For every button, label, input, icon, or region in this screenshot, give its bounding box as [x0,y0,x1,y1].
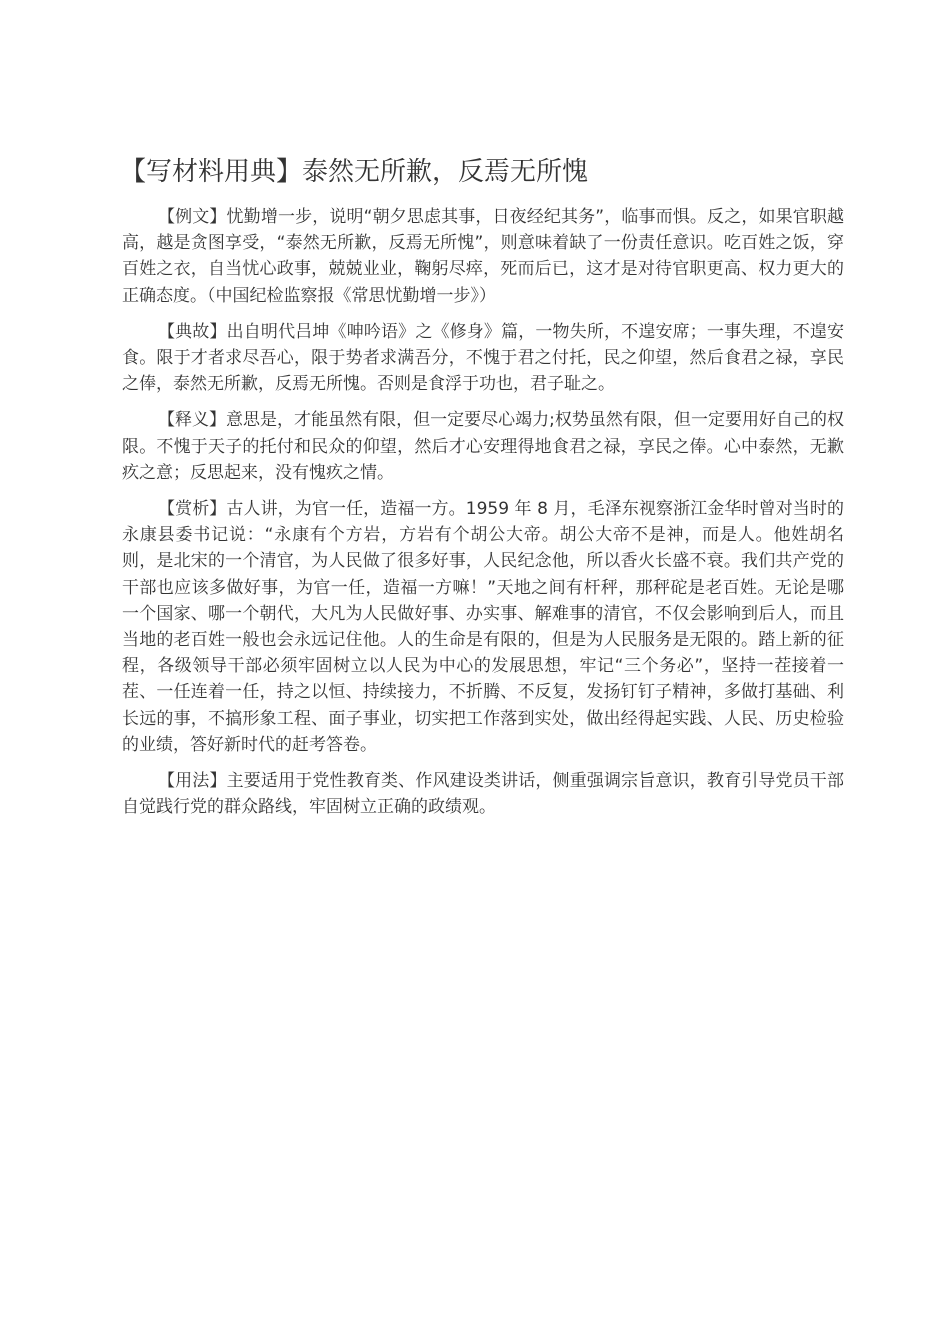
paragraph-label: 【赏析】 [158,499,227,520]
paragraph-label: 【例文】 [158,207,227,227]
paragraph-text: 古人讲，为官一任，造福一方。1959 年 8 月，毛泽东视察浙江金华时曾对当时的永康县委书记说：“永康有个方岩，方岩有个胡公大帝。胡公大帝不是神，而是人。他姓胡名则，是北宋的一个清官，为人民做了很多好事，人民纪念他，所以香火长盛不衰。我们共产党的干部也应该多做好事，为官一任，造福一方嘛！”天地之间有杆秤，那秤砣是老百姓。无论是哪一个国家、哪一个朝代，大凡为人民做好事、办实事、解难事的清官，不仅会影响到后人，而且当地的老百姓一般也会永远记住他。人的生命是有限的，但是为人民服务是无限的。踏上新的征程，各级领导干部必须牢固树立以人民为中心的发展思想，牢记“三个务必”，坚持一茬接着一茬、一任连着一任，持之以恒、持续接力，不折腾、不反复，发扬钉钉子精神，多做打基础、利长远的事，不搞形象工程、面子事业，切实把工作落到实处，做出经得起实践、人民、历史检验的业绩，答好新时代的赶考答卷。 [122,499,844,755]
paragraph-text: 意思是，才能虽然有限，但一定要尽心竭力;权势虽然有限，但一定要用好自己的权限。不愧于天子的托付和民众的仰望，然后才心安理得地食君之禄，享民之俸。心中泰然，无歉疚之意；反思起来，没有愧疚之情。 [122,410,844,483]
paragraph-meaning [122,407,844,486]
paragraph-text: 忧勤增一步，说明“朝夕思虑其事，日夜经纪其务”，临事而惧。反之，如果官职越高，越是贪图享受，“泰然无所歉，反焉无所愧”，则意味着缺了一份责任意识。吃百姓之饭，穿百姓之衣，自当忧心政事，兢兢业业，鞠躬尽瘁，死而后已，这才是对待官职更高、权力更大的正确态度。（中国纪检监察报《常思忧勤增一步》） [122,207,844,306]
paragraph-usage [122,768,844,820]
paragraph-analysis [122,496,844,758]
document-page [122,150,844,830]
paragraph-origin [122,319,844,398]
paragraph-label: 【用法】 [158,771,227,792]
paragraph-label: 【释义】 [158,410,227,431]
paragraph-text: 出自明代吕坤《呻吟语》之《修身》篇，一物失所，不遑安席；一事失理，不遑安食。限于才者求尽吾心，限于势者求满吾分，不愧于君之付托，民之仰望，然后食君之禄，享民之俸，泰然无所歉，反焉无所愧。否则是食浮于功也，君子耻之。 [122,321,845,395]
paragraph-label: 【典故】 [158,321,227,342]
paragraph-example [122,204,844,309]
paragraph-text: 主要适用于党性教育类、作风建设类讲话，侧重强调宗旨意识，教育引导党员干部自觉践行党的群众路线，牢固树立正确的政绩观。 [122,771,845,818]
document-title: 【写材料用典】泰然无所歉，反焉无所愧 [120,157,589,187]
